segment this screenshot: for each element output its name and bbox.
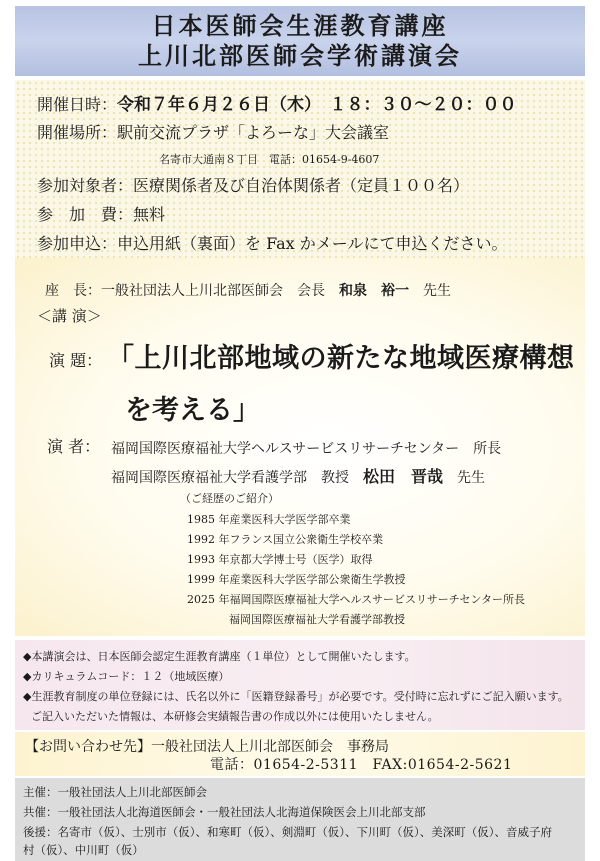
speaker-name: 松田 晋哉 [363, 467, 444, 486]
contact-phone-fax: 電話：01654-2-5311 FAX:01654-2-5621 [210, 757, 513, 773]
apply-label: 参加申込： [37, 234, 118, 253]
career-item: 1999 年産業医科大学医学部公衆衛生学教授 [187, 573, 406, 586]
cohost-line: 共催：一般社団法人北海道医師会・一般社団法人北海道保険医会上川北部支部 [23, 805, 426, 819]
support-line-1: 後援：名寄市（仮）、士別市（仮）、和寒町（仮）、剣淵町（仮）、下川町（仮）、美深町（仮）、音威子府 [23, 825, 552, 839]
venue-value: 駅前交流プラザ「よろーな」大会議室 [117, 123, 390, 142]
speaker-affiliation-2: 福岡国際医療福祉大学看護学部 教授 [111, 470, 349, 486]
chair-name: 和泉 裕一 [339, 283, 409, 299]
note-item: ◆カリキュラムコード：１２（地域医療） [23, 670, 230, 683]
topic-title-line-1: 「上川北部地域の新たな地域医療構想 [107, 343, 575, 374]
lecture-section [15, 258, 585, 636]
career-item: 福岡国際医療福祉大学看護学部教授 [229, 613, 405, 626]
career-item: 1985 年産業医科大学医学部卒業 [187, 513, 351, 526]
chair-suffix: 先生 [423, 283, 451, 299]
topic-label: 演 題： [49, 351, 103, 370]
audience-row [37, 173, 469, 196]
date-value: 令和７年６月２６日（木） １８：３０〜２０：００ [117, 95, 517, 115]
speaker-suffix: 先生 [457, 470, 486, 486]
fee-value: 無料 [133, 205, 166, 224]
chair-org: 一般社団法人上川北部医師会 会長 [101, 283, 325, 299]
host-line: 主催：一般社団法人上川北部医師会 [23, 785, 207, 799]
audience-label: 参加対象者： [37, 176, 134, 195]
apply-value: 申込用紙（裏面）を Fax かメールにて申込ください。 [117, 234, 508, 253]
note-item: ◆生涯教育制度の単位登録には、氏名以外に「医籍登録番号」が必要です。受付時に忘れずにご記入願います。 [23, 690, 569, 703]
fee-label: 参 加 費： [37, 205, 134, 224]
apply-row [37, 231, 507, 254]
notes-box [15, 640, 585, 730]
event-info-box [15, 80, 585, 258]
chair-label: 座 長： [45, 283, 101, 299]
sponsors-box [15, 778, 585, 861]
chair-line [45, 280, 451, 300]
career-item: 1992 年フランス国立公衆衛生学校卒業 [187, 533, 384, 546]
support-line-2: 村（仮）、中川町（仮） [23, 843, 144, 857]
fee-row [37, 202, 165, 225]
venue-row [37, 120, 389, 143]
audience-value: 医療関係者及び自治体関係者（定員１００名） [133, 176, 470, 195]
career-item: 2025 年福岡国際医療福祉大学ヘルスサービスリサーチセンター所長 [187, 593, 526, 606]
speaker-label: 演 者： [47, 437, 101, 456]
career-heading: （ご経歴のご紹介） [180, 492, 279, 505]
speaker-line-2 [111, 464, 485, 487]
venue-label: 開催場所： [37, 123, 118, 142]
note-item: ご記入いただいた情報は、本研修会実績報告書の作成以外には使用いたしません。 [31, 710, 439, 723]
speaker-affiliation-1: 福岡国際医療福祉大学ヘルスサービスリサーチセンター 所長 [111, 441, 502, 457]
title-line-2: 上川北部医師会学術講演会 [138, 42, 462, 70]
title-banner [15, 6, 585, 76]
title-line-1: 日本医師会生涯教育講座 [151, 12, 449, 40]
contact-heading: 【お問い合わせ先】一般社団法人上川北部医師会 事務局 [25, 739, 389, 755]
venue-address: 名寄市大通南８丁目 電話：01654-9-4607 [159, 153, 380, 166]
career-item: 1993 年京都大学博士号（医学）取得 [187, 553, 373, 566]
lecture-heading: ＜講 演＞ [37, 307, 102, 325]
topic-title-line-2: を考える」 [125, 395, 260, 426]
date-label: 開催日時： [37, 95, 118, 114]
date-row [37, 90, 517, 115]
contact-box [15, 732, 585, 776]
note-item: ◆本講演会は、日本医師会認定生涯教育講座（１単位）として開催いたします。 [23, 650, 416, 663]
